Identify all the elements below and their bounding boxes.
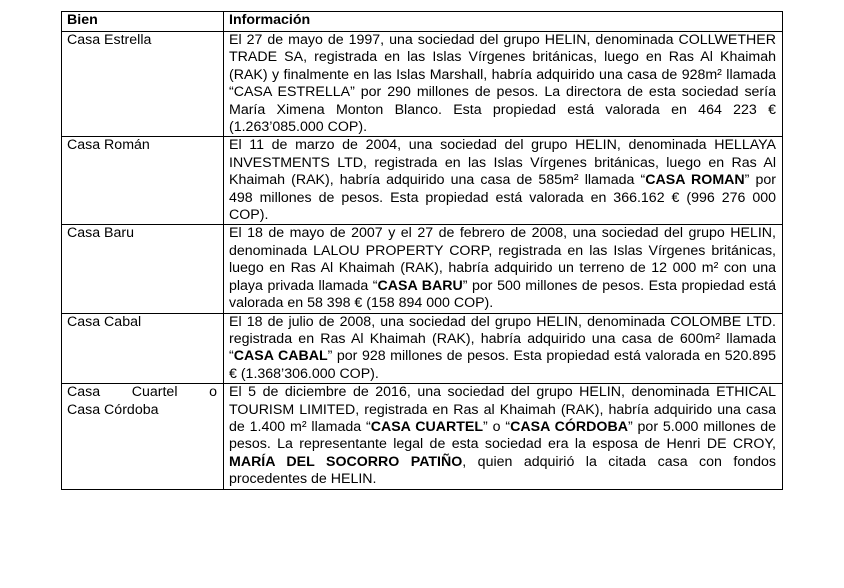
info-text: ” por 500 millones de pesos. Esta propiedad está valorada en 58 398 € (158 894 000 COP). — [229, 277, 776, 312]
bold-text: MARÍA DEL SOCORRO PATIÑO — [229, 453, 463, 470]
info-cell — [224, 32, 783, 137]
bien-cell — [62, 384, 224, 489]
info-text: El 5 de diciembre de 2016, una sociedad del grupo HELIN, denominada ETHICAL TOURISM LIMITED, registrada en Ras al Khaimah (RAK), habría adquirido una casa de 1.400 m² llamada “ — [229, 384, 776, 435]
table-row — [62, 313, 783, 384]
info-text: ” por 928 millones de pesos. Esta propiedad está valorada en 520.895 € (1.368’306.000 COP). — [229, 348, 776, 382]
bold-text: CASA ROMAN — [645, 172, 745, 189]
info-text: El 27 de mayo de 1997, una sociedad del grupo HELIN, denominada COLLWETHER TRADE SA, registrada en las Islas Vírgenes británicas, luego en Ras Al Khaimah (RAK) y finalmente en las Islas Marshall, habría adquirido una casa de 928m² llamada “CASA ESTRELLA” por 290 millones de pesos. La directora de esta sociedad sería María Ximena Monton Blanco. Esta propiedad está valorada en 464 223 € (1.263’085.000 COP). — [229, 32, 776, 136]
bien-cell: Casa Cabal — [62, 313, 224, 384]
table-row — [62, 225, 783, 313]
bien-word: o — [209, 384, 217, 401]
table-row — [62, 137, 783, 225]
bien-word: Cuartel — [131, 384, 178, 401]
header-bien: Bien — [62, 12, 224, 32]
bold-text: CASA CÓRDOBA — [510, 418, 628, 435]
table-row — [62, 384, 783, 489]
info-cell — [224, 137, 783, 225]
info-cell — [224, 384, 783, 489]
bold-text: CASA BARU — [377, 277, 463, 294]
bien-cell: Casa Estrella — [62, 32, 224, 137]
info-cell — [224, 313, 783, 384]
table-row — [62, 32, 783, 137]
info-text: El 18 de mayo de 2007 y el 27 de febrero de 2008, una sociedad del grupo HELIN, denominada LALOU PROPERTY CORP, registrada en las Islas Vírgenes británicas, luego en Ras Al Khaimah (RAK), habría adquirido un terreno de 12 000 m² con una playa privada llamada “ — [229, 225, 776, 294]
info-text: El 11 de marzo de 2004, una sociedad del grupo HELIN, denominada HELLAYA INVESTMENTS LTD, registrada en las Islas Vírgenes británicas, luego en Ras Al Khaimah (RAK), habría adquirido una casa de 585m² llamada “ — [229, 137, 776, 189]
info-cell — [224, 225, 783, 313]
bien-cell: Casa Román — [62, 137, 224, 225]
bien-cell: Casa Baru — [62, 225, 224, 313]
info-text: , quien adquirió la citada casa con fondos procedentes de HELIN. — [229, 453, 776, 488]
header-informacion: Información — [224, 12, 783, 32]
properties-table — [61, 11, 783, 490]
bien-line-2: Casa Córdoba — [67, 401, 159, 418]
info-text: ” o “ — [483, 418, 511, 435]
bien-word: Casa — [67, 384, 101, 401]
bold-text: CASA CUARTEL — [370, 418, 484, 435]
bold-text: CASA CABAL — [233, 348, 328, 365]
bien-line-1 — [67, 384, 217, 401]
info-text: ” por 498 millones de pesos. Esta propiedad está valorada en 366.162 € (996 276 000 COP). — [229, 172, 776, 224]
info-text: El 18 de julio de 2008, una sociedad del grupo HELIN, denominada COLOMBE LTD. registrada en Ras Al Khaimah (RAK), habría adquirido una casa de 600m² llamada “ — [229, 313, 776, 365]
info-text: ” por 5.000 millones de pesos. La representante legal de esta sociedad era la esposa de Henri DE CROY, — [229, 418, 776, 453]
header-row — [62, 12, 783, 32]
